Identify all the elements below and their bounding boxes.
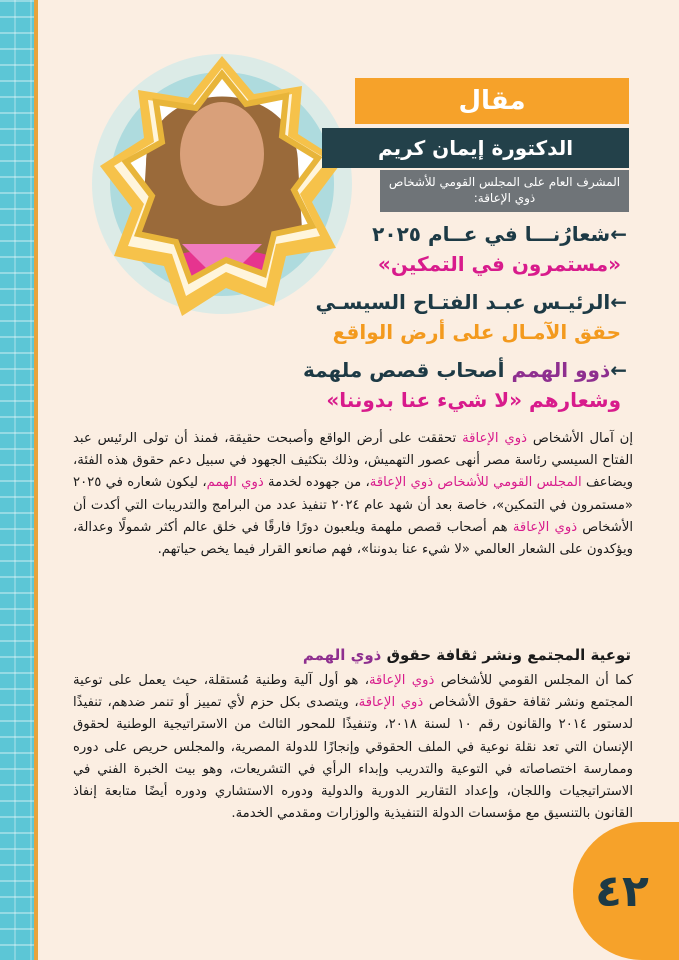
headline-2-line-2: حقق الآمـال على أرض الواقع [332,320,621,344]
headline-3-line-1: ←ذوو الهمم أصحاب قصص ملهمة [303,358,627,382]
author-name: الدكتورة إيمان كريم [322,128,629,168]
headline-arrow: ← [610,222,627,246]
category-label: مقال [355,78,629,124]
headline-1-line-1: ←شعارُنـــا في عــام ٢٠٢٥ [372,222,627,246]
headline-arrow: ← [610,358,627,382]
article-paragraph-1: إن آمال الأشخاص ذوي الإعاقة تحققت على أرض الواقع وأصبحت حقيقة، فمنذ أن تولى الرئيس عبد الفتاح السيسي رئاسة مصر أنهى عصور التهميش، وذلك بتكثيف الجهود في سبيل دعم حقوق هذه الفئة، ويضاعف المجلس القومي للأشخاص ذوي الإعاقة، من جهوده لخدمة ذوي الهمم، ليكون شعاره في ٢٠٢٥ «مستمرون في التمكين»، خاصة بعد أن شهد عام ٢٠٢٤ تنفيذ عدد من البرامج والتدريبات التي أكدت أن الأشخاص ذوي الإعاقة هم أصحاب قصص ملهمة ويلعبون دورًا فارقًا في خلق عالم أكثر شمولًا وعدالة، ويؤكدون على الشعار العالمي «لا شيء عنا بدوننا»، فهم صانعو القرار فيما يخص حياتهم. [73,431,634,558]
page-number: ٤٢ [573,822,679,960]
headline-2-line-1: ←الرئيـس عبـد الفتـاح السيسـي [315,290,627,314]
headline-3-line-2: وشعارهم «لا شيء عنا بدوننا» [326,388,621,412]
author-title: المشرف العام على المجلس القومي للأشخاص ذوي الإعاقة: [380,170,629,212]
section-heading: توعية المجتمع ونشر ثقافة حقوق ذوي الهمم [302,646,631,664]
article-paragraph-2: كما أن المجلس القومي للأشخاص ذوي الإعاقة، هو أول آلية وطنية مُستقلة، حيث يعمل على توعية المجتمع ونشر ثقافة حقوق الأشخاص ذوي الإعاقة، ويتصدى بكل حزم لأي تمييز أو تنمر ضدهم، تنفيذًا لدستور ٢٠١٤ والقانون رقم ١٠ لسنة ٢٠١٨، وتنفيذًا للمحور الثالث من الاستراتيجية الوطنية لحقوق الإنسان التي تعد نقلة نوعية في الملف الحقوقي وإنجازًا للدولة المصرية، والمجلس حريص على دوره وممارسة اختصاصاته في التوعية والتدريب وإبداء الرأي في التشريعات، وهو بيت الخبرة الفني في الاستراتيجيات واللجان، وإعداد التقارير الدورية والدولية ودوره الاستشاري ودوره أيضًا متابعة إنفاذ القانون بالتنسيق مع مؤسسات الدولة التنفيذية والوزارات ومقدمي الخدمة. [73,673,634,822]
headline-arrow: ← [610,290,627,314]
decorative-border [0,0,34,960]
headline-1-line-2: «مستمرون في التمكين» [377,252,621,276]
